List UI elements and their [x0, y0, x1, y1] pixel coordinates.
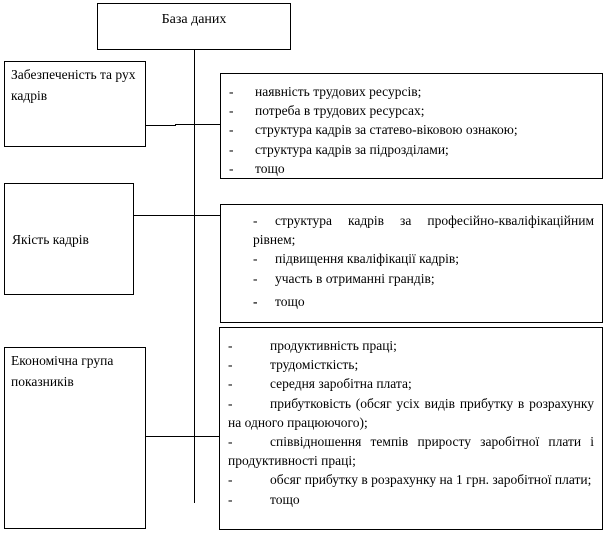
list-item: - тощо [228, 491, 300, 507]
database-title: База даних [161, 12, 227, 27]
category-box-staffing [4, 61, 146, 147]
list-item: - трудомісткість; [228, 357, 359, 373]
category-label-staffing: Забезпеченість та рух кадрів [11, 67, 136, 103]
connector-line-1-left [146, 125, 176, 126]
category-label-economic: Економічна група показників [11, 353, 114, 389]
list-item: - середня заробітна плата; [228, 376, 412, 392]
category-box-quality [4, 183, 134, 295]
indicators-box-economic [219, 327, 603, 530]
indicators-box-quality [220, 204, 603, 323]
category-box-economic [4, 347, 146, 529]
list-item: - участь в отриманні грандів; [253, 270, 435, 286]
list-item: - обсяг прибутку в розрахунку на 1 грн. заробітної плати; [228, 472, 592, 488]
indicators-box-staffing [220, 73, 603, 179]
connector-line-3 [146, 436, 219, 437]
list-item: - співвідношення темпів приросту заробітної плати і продуктивності праці; [228, 434, 594, 469]
list-item: - структура кадрів за статево-віковою ознакою; [229, 122, 518, 138]
category-label-quality: Якість кадрів [12, 232, 89, 247]
connector-line-2 [134, 215, 220, 216]
list-item: - прибутковість (обсяг усіх видів прибутку в розрахунку на одного працюючого); [228, 395, 594, 430]
list-item: - потреба в трудових ресурсах; [229, 103, 425, 119]
database-box [97, 3, 291, 50]
connector-line-1-right [175, 124, 220, 125]
list-item: - продуктивність праці; [228, 338, 397, 353]
list-item: - тощо [229, 160, 285, 176]
list-item: - наявність трудових ресурсів; [229, 84, 422, 99]
list-item: - структура кадрів за підрозділами; [229, 141, 449, 157]
list-item: - підвищення кваліфікації кадрів; [253, 251, 460, 267]
list-item: - тощо [253, 293, 305, 309]
list-item: - структура кадрів за професійно-кваліфікаційним рівнем; [253, 213, 594, 248]
